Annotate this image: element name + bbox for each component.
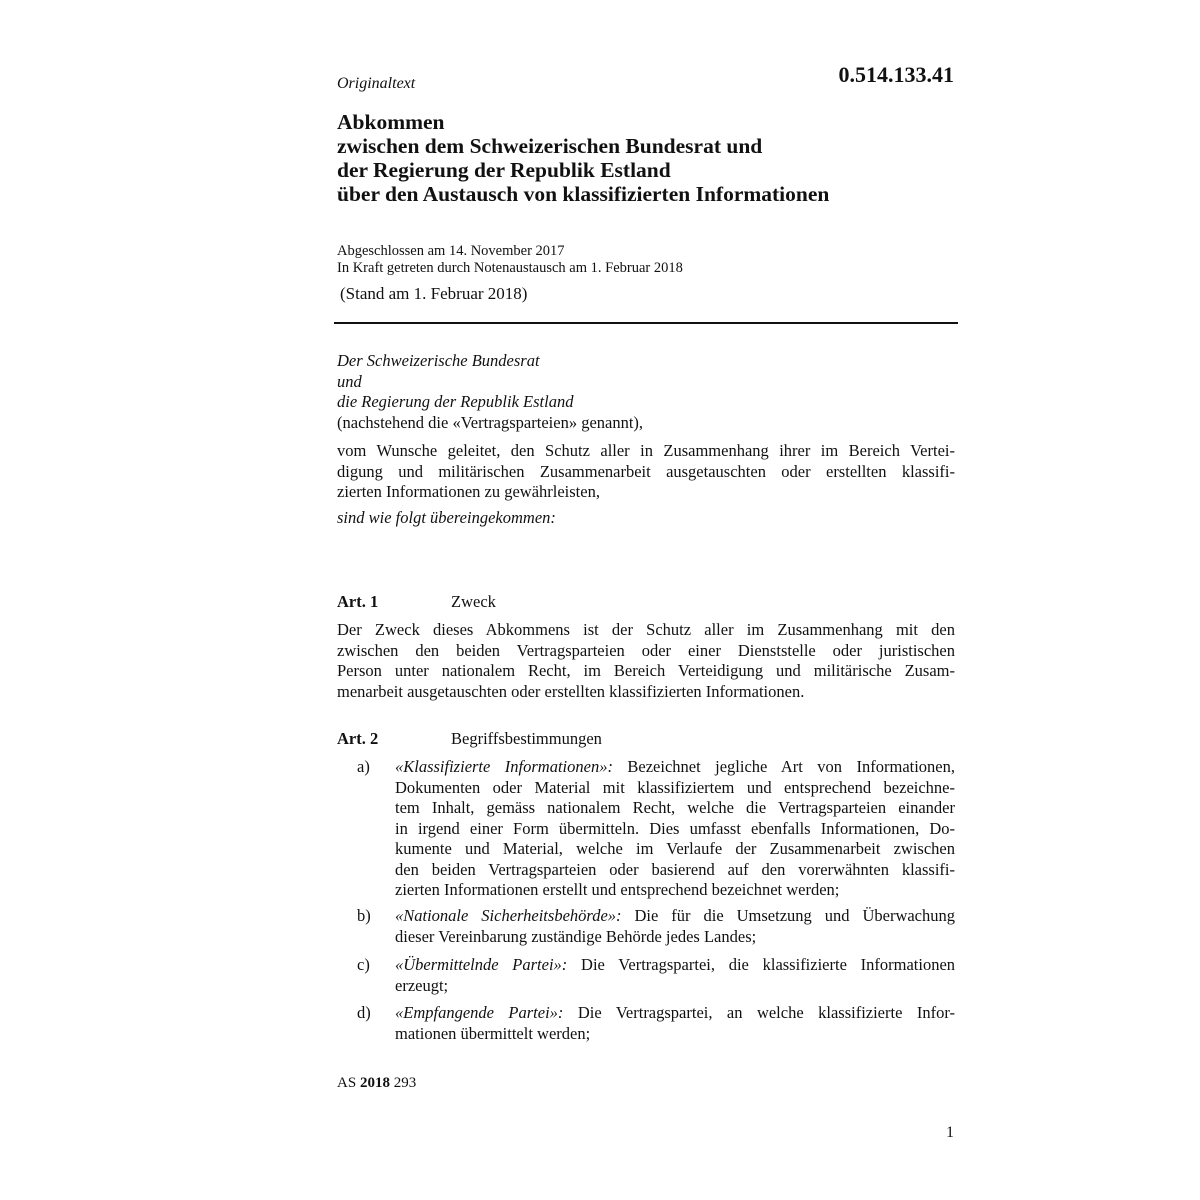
article-number: Art. 1 bbox=[337, 592, 379, 611]
sr-number: 0.514.133.41 bbox=[838, 62, 954, 87]
definition-item-d bbox=[357, 1003, 955, 1044]
document-meta bbox=[337, 243, 683, 276]
article-title: Begriffsbestimmungen bbox=[451, 729, 602, 748]
article-1-heading bbox=[337, 592, 496, 612]
item-label: b) bbox=[357, 906, 371, 925]
header-divider bbox=[334, 322, 958, 324]
article-title: Zweck bbox=[451, 592, 496, 611]
status-date: (Stand am 1. Februar 2018) bbox=[340, 284, 528, 303]
text-line: den beiden Vertragsparteien oder basierend auf den vorerwähnten klassifi- bbox=[395, 859, 955, 879]
text-line: «Übermittelnde Partei»: Die Vertragspartei, die klassifizierte Informationen bbox=[395, 955, 956, 974]
original-text-label: Originaltext bbox=[337, 75, 416, 92]
text-line: zierten Informationen erstellt und entsprechend bezeichnet werden; bbox=[395, 880, 840, 899]
article-2-heading bbox=[337, 729, 602, 749]
concluded-date: Abgeschlossen am 14. November 2017 bbox=[337, 243, 565, 259]
party-1: Der Schweizerische Bundesrat bbox=[337, 351, 540, 370]
text-line: Der Zweck dieses Abkommens ist der Schutz aller im Zusammenhang mit den bbox=[337, 620, 955, 639]
defined-term: «Klassifizierte Informationen»: bbox=[395, 757, 613, 776]
parties-note: (nachstehend die «Vertragsparteien» genannt), bbox=[337, 412, 644, 432]
text-line: vom Wunsche geleitet, den Schutz aller in Zusammenhang ihrer im Bereich Vertei- bbox=[337, 441, 955, 460]
article-number: Art. 2 bbox=[337, 729, 379, 748]
official-compilation-ref bbox=[337, 1075, 416, 1092]
document-title bbox=[337, 110, 829, 206]
title-line: zwischen dem Schweizerischen Bundesrat und bbox=[337, 134, 763, 158]
party-2: die Regierung der Republik Estland bbox=[337, 392, 574, 411]
in-force-date: In Kraft getreten durch Notenaustausch am 1. Februar 2018 bbox=[337, 259, 683, 276]
page-number: 1 bbox=[946, 1124, 954, 1141]
text-line: zierten Informationen zu gewährleisten, bbox=[337, 482, 600, 501]
text-line: dieser Vereinbarung zuständige Behörde jedes Landes; bbox=[395, 926, 757, 946]
conjunction: und bbox=[337, 371, 362, 391]
text-line: «Nationale Sicherheitsbehörde»: Die für die Umsetzung und Überwachung bbox=[395, 906, 956, 925]
title-line: Abkommen bbox=[337, 110, 445, 134]
definition-item-c bbox=[357, 955, 955, 996]
item-label: a) bbox=[357, 757, 370, 776]
as-year: 2018 bbox=[359, 1075, 390, 1091]
defined-term: «Empfangende Partei»: bbox=[395, 1003, 564, 1022]
title-line: der Regierung der Republik Estland bbox=[337, 158, 671, 182]
defined-term: «Nationale Sicherheitsbehörde»: bbox=[395, 906, 622, 925]
text-line: menarbeit ausgetauschten oder erstellten klassifizierten Informationen. bbox=[337, 681, 805, 701]
as-prefix: AS bbox=[337, 1075, 357, 1091]
item-label: c) bbox=[357, 955, 370, 974]
text-line: mationen übermittelt werden; bbox=[395, 1023, 591, 1043]
item-label: d) bbox=[357, 1003, 371, 1022]
text-line: erzeugt; bbox=[395, 975, 449, 995]
text-line: «Klassifizierte Informationen»: Bezeichnet jegliche Art von Informationen, bbox=[395, 757, 956, 776]
defined-term: «Übermittelnde Partei»: bbox=[395, 955, 568, 974]
text-line: kumente und Material, welche im Verlaufe der Zusammenarbeit zwischen bbox=[395, 839, 955, 858]
text-line: zwischen den beiden Vertragsparteien oder einer Dienststelle oder juristischen bbox=[337, 640, 955, 660]
preamble-parties bbox=[337, 351, 955, 433]
text-line: «Empfangende Partei»: Die Vertragspartei, an welche klassifizierte Infor- bbox=[395, 1003, 955, 1022]
definition-item-a bbox=[357, 757, 955, 901]
text-line: Person unter nationalem Recht, im Bereich Verteidigung und militärische Zusam- bbox=[337, 661, 955, 680]
article-1-text bbox=[337, 620, 955, 702]
text-line: digung und militärischen Zusammenarbeit ausgetauschten oder erstellten klassifi- bbox=[337, 461, 955, 481]
text-line: tem Inhalt, gemäss nationalem Recht, welche die Vertragsparteien einander bbox=[395, 798, 955, 817]
text-line: Dokumenten oder Material mit klassifiziertem und entsprechend bezeichne- bbox=[395, 777, 955, 797]
preamble-wish bbox=[337, 441, 955, 503]
preamble-agreed: sind wie folgt übereingekommen: bbox=[337, 508, 556, 527]
definition-item-b bbox=[357, 906, 955, 947]
text-line: in irgend einer Form übermitteln. Dies umfasst ebenfalls Informationen, Do- bbox=[395, 818, 955, 838]
as-page: 293 bbox=[393, 1075, 417, 1091]
title-line: über den Austausch von klassifizierten Informationen bbox=[337, 182, 830, 206]
